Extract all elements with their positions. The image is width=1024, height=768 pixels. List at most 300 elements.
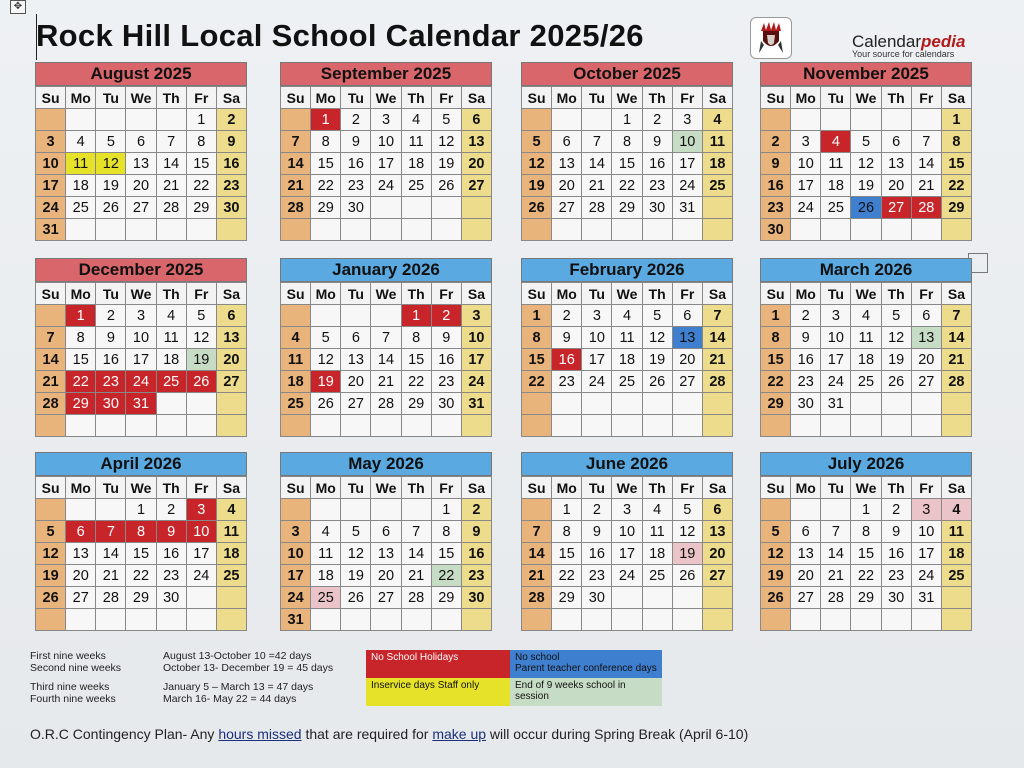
- day-cell[interactable]: 24: [36, 197, 66, 219]
- day-cell[interactable]: 28: [702, 371, 732, 393]
- day-cell[interactable]: 18: [216, 543, 246, 565]
- day-cell[interactable]: 26: [642, 371, 672, 393]
- day-cell[interactable]: 25: [612, 371, 642, 393]
- day-cell[interactable]: 23: [791, 371, 821, 393]
- day-cell[interactable]: 23: [461, 565, 491, 587]
- day-cell[interactable]: 21: [371, 371, 401, 393]
- make-up-link[interactable]: make up: [432, 726, 487, 742]
- day-cell[interactable]: 1: [126, 499, 156, 521]
- day-cell[interactable]: 18: [642, 543, 672, 565]
- day-cell[interactable]: 15: [941, 153, 971, 175]
- hours-missed-link[interactable]: hours missed: [218, 726, 302, 742]
- day-cell[interactable]: 30: [761, 219, 791, 241]
- day-cell[interactable]: 20: [341, 371, 371, 393]
- day-cell[interactable]: 8: [186, 131, 216, 153]
- day-cell[interactable]: 2: [881, 499, 911, 521]
- day-cell[interactable]: 18: [851, 349, 881, 371]
- day-cell[interactable]: 24: [126, 371, 156, 393]
- day-cell[interactable]: 27: [881, 197, 911, 219]
- day-cell[interactable]: 9: [552, 327, 582, 349]
- day-cell[interactable]: 19: [761, 565, 791, 587]
- day-cell[interactable]: 10: [821, 327, 851, 349]
- day-cell[interactable]: 27: [552, 197, 582, 219]
- day-cell[interactable]: 14: [582, 153, 612, 175]
- day-cell[interactable]: 20: [911, 349, 941, 371]
- day-cell[interactable]: 21: [156, 175, 186, 197]
- day-cell[interactable]: 26: [341, 587, 371, 609]
- day-cell[interactable]: 1: [431, 499, 461, 521]
- day-cell[interactable]: 8: [431, 521, 461, 543]
- day-cell[interactable]: 11: [702, 131, 732, 153]
- day-cell[interactable]: 7: [96, 521, 126, 543]
- day-cell[interactable]: 4: [642, 499, 672, 521]
- day-cell[interactable]: 13: [461, 131, 491, 153]
- day-cell[interactable]: 16: [96, 349, 126, 371]
- day-cell[interactable]: 30: [461, 587, 491, 609]
- day-cell[interactable]: 24: [791, 197, 821, 219]
- day-cell[interactable]: 24: [911, 565, 941, 587]
- day-cell[interactable]: 12: [522, 153, 552, 175]
- day-cell[interactable]: 27: [791, 587, 821, 609]
- day-cell[interactable]: 22: [186, 175, 216, 197]
- day-cell[interactable]: 16: [431, 349, 461, 371]
- day-cell[interactable]: 9: [642, 131, 672, 153]
- day-cell[interactable]: 18: [156, 349, 186, 371]
- day-cell[interactable]: 12: [851, 153, 881, 175]
- day-cell[interactable]: 6: [702, 499, 732, 521]
- day-cell[interactable]: 21: [96, 565, 126, 587]
- day-cell[interactable]: 11: [941, 521, 971, 543]
- day-cell[interactable]: 20: [126, 175, 156, 197]
- day-cell[interactable]: 29: [552, 587, 582, 609]
- day-cell[interactable]: 17: [791, 175, 821, 197]
- day-cell[interactable]: 23: [341, 175, 371, 197]
- day-cell[interactable]: 19: [672, 543, 702, 565]
- day-cell[interactable]: 29: [66, 393, 96, 415]
- day-cell[interactable]: 16: [461, 543, 491, 565]
- day-cell[interactable]: 5: [761, 521, 791, 543]
- day-cell[interactable]: 14: [941, 327, 971, 349]
- day-cell[interactable]: 16: [761, 175, 791, 197]
- day-cell[interactable]: 21: [911, 175, 941, 197]
- day-cell[interactable]: 9: [96, 327, 126, 349]
- day-cell[interactable]: 12: [186, 327, 216, 349]
- day-cell[interactable]: 17: [612, 543, 642, 565]
- day-cell[interactable]: 11: [612, 327, 642, 349]
- day-cell[interactable]: 30: [216, 197, 246, 219]
- day-cell[interactable]: 13: [341, 349, 371, 371]
- day-cell[interactable]: 23: [881, 565, 911, 587]
- day-cell[interactable]: 25: [851, 371, 881, 393]
- day-cell[interactable]: 19: [186, 349, 216, 371]
- move-handle-icon[interactable]: ✥: [10, 0, 26, 14]
- day-cell[interactable]: 4: [216, 499, 246, 521]
- day-cell[interactable]: 3: [126, 305, 156, 327]
- day-cell[interactable]: 23: [96, 371, 126, 393]
- day-cell[interactable]: 20: [672, 349, 702, 371]
- day-cell[interactable]: 18: [66, 175, 96, 197]
- day-cell[interactable]: 8: [66, 327, 96, 349]
- day-cell[interactable]: 16: [552, 349, 582, 371]
- day-cell[interactable]: 4: [612, 305, 642, 327]
- day-cell[interactable]: 8: [851, 521, 881, 543]
- day-cell[interactable]: 28: [401, 587, 431, 609]
- day-cell[interactable]: 3: [186, 499, 216, 521]
- day-cell[interactable]: 20: [371, 565, 401, 587]
- day-cell[interactable]: 1: [186, 109, 216, 131]
- day-cell[interactable]: 12: [761, 543, 791, 565]
- day-cell[interactable]: 8: [311, 131, 341, 153]
- day-cell[interactable]: 15: [126, 543, 156, 565]
- day-cell[interactable]: 27: [341, 393, 371, 415]
- day-cell[interactable]: 18: [941, 543, 971, 565]
- day-cell[interactable]: 10: [672, 131, 702, 153]
- day-cell[interactable]: 10: [126, 327, 156, 349]
- day-cell[interactable]: 7: [401, 521, 431, 543]
- day-cell[interactable]: 30: [791, 393, 821, 415]
- day-cell[interactable]: 7: [281, 131, 311, 153]
- day-cell[interactable]: 3: [582, 305, 612, 327]
- day-cell[interactable]: 26: [672, 565, 702, 587]
- day-cell[interactable]: 19: [881, 349, 911, 371]
- day-cell[interactable]: 4: [941, 499, 971, 521]
- day-cell[interactable]: 31: [281, 609, 311, 631]
- day-cell[interactable]: 6: [911, 305, 941, 327]
- day-cell[interactable]: 18: [311, 565, 341, 587]
- day-cell[interactable]: 7: [582, 131, 612, 153]
- day-cell[interactable]: 19: [36, 565, 66, 587]
- day-cell[interactable]: 27: [126, 197, 156, 219]
- day-cell[interactable]: 2: [461, 499, 491, 521]
- day-cell[interactable]: 14: [156, 153, 186, 175]
- day-cell[interactable]: 5: [522, 131, 552, 153]
- day-cell[interactable]: 21: [702, 349, 732, 371]
- day-cell[interactable]: 1: [522, 305, 552, 327]
- day-cell[interactable]: 12: [642, 327, 672, 349]
- day-cell[interactable]: 26: [311, 393, 341, 415]
- day-cell[interactable]: 6: [216, 305, 246, 327]
- day-cell[interactable]: 7: [522, 521, 552, 543]
- day-cell[interactable]: 18: [702, 153, 732, 175]
- day-cell[interactable]: 19: [311, 371, 341, 393]
- day-cell[interactable]: 17: [821, 349, 851, 371]
- day-cell[interactable]: 5: [642, 305, 672, 327]
- day-cell[interactable]: 11: [281, 349, 311, 371]
- day-cell[interactable]: 4: [311, 521, 341, 543]
- day-cell[interactable]: 14: [401, 543, 431, 565]
- day-cell[interactable]: 5: [672, 499, 702, 521]
- day-cell[interactable]: 13: [702, 521, 732, 543]
- day-cell[interactable]: 16: [216, 153, 246, 175]
- day-cell[interactable]: 8: [401, 327, 431, 349]
- day-cell[interactable]: 29: [401, 393, 431, 415]
- day-cell[interactable]: 7: [821, 521, 851, 543]
- day-cell[interactable]: 23: [552, 371, 582, 393]
- day-cell[interactable]: 17: [582, 349, 612, 371]
- day-cell[interactable]: 30: [881, 587, 911, 609]
- day-cell[interactable]: 29: [126, 587, 156, 609]
- day-cell[interactable]: 22: [401, 371, 431, 393]
- day-cell[interactable]: 21: [522, 565, 552, 587]
- day-cell[interactable]: 25: [821, 197, 851, 219]
- day-cell[interactable]: 16: [582, 543, 612, 565]
- day-cell[interactable]: 14: [36, 349, 66, 371]
- day-cell[interactable]: 2: [791, 305, 821, 327]
- day-cell[interactable]: 21: [582, 175, 612, 197]
- day-cell[interactable]: 13: [371, 543, 401, 565]
- day-cell[interactable]: 22: [431, 565, 461, 587]
- day-cell[interactable]: 16: [642, 153, 672, 175]
- day-cell[interactable]: 25: [281, 393, 311, 415]
- day-cell[interactable]: 31: [911, 587, 941, 609]
- day-cell[interactable]: 4: [156, 305, 186, 327]
- day-cell[interactable]: 16: [881, 543, 911, 565]
- day-cell[interactable]: 22: [761, 371, 791, 393]
- day-cell[interactable]: 27: [371, 587, 401, 609]
- day-cell[interactable]: 25: [156, 371, 186, 393]
- day-cell[interactable]: 19: [341, 565, 371, 587]
- day-cell[interactable]: 24: [371, 175, 401, 197]
- day-cell[interactable]: 27: [672, 371, 702, 393]
- day-cell[interactable]: 19: [642, 349, 672, 371]
- day-cell[interactable]: 28: [281, 197, 311, 219]
- day-cell[interactable]: 22: [126, 565, 156, 587]
- day-cell[interactable]: 12: [311, 349, 341, 371]
- day-cell[interactable]: 20: [216, 349, 246, 371]
- day-cell[interactable]: 2: [96, 305, 126, 327]
- day-cell[interactable]: 8: [522, 327, 552, 349]
- day-cell[interactable]: 10: [582, 327, 612, 349]
- day-cell[interactable]: 13: [672, 327, 702, 349]
- day-cell[interactable]: 1: [761, 305, 791, 327]
- day-cell[interactable]: 6: [552, 131, 582, 153]
- day-cell[interactable]: 21: [36, 371, 66, 393]
- day-cell[interactable]: 12: [96, 153, 126, 175]
- day-cell[interactable]: 8: [552, 521, 582, 543]
- day-cell[interactable]: 18: [612, 349, 642, 371]
- day-cell[interactable]: 17: [186, 543, 216, 565]
- day-cell[interactable]: 7: [911, 131, 941, 153]
- day-cell[interactable]: 29: [941, 197, 971, 219]
- day-cell[interactable]: 16: [791, 349, 821, 371]
- day-cell[interactable]: 9: [582, 521, 612, 543]
- day-cell[interactable]: 17: [672, 153, 702, 175]
- day-cell[interactable]: 11: [821, 153, 851, 175]
- day-cell[interactable]: 29: [186, 197, 216, 219]
- day-cell[interactable]: 25: [66, 197, 96, 219]
- day-cell[interactable]: 5: [96, 131, 126, 153]
- day-cell[interactable]: 8: [612, 131, 642, 153]
- day-cell[interactable]: 9: [461, 521, 491, 543]
- day-cell[interactable]: 14: [702, 327, 732, 349]
- day-cell[interactable]: 19: [522, 175, 552, 197]
- day-cell[interactable]: 26: [96, 197, 126, 219]
- day-cell[interactable]: 14: [911, 153, 941, 175]
- day-cell[interactable]: 4: [702, 109, 732, 131]
- day-cell[interactable]: 6: [791, 521, 821, 543]
- day-cell[interactable]: 29: [612, 197, 642, 219]
- day-cell[interactable]: 22: [66, 371, 96, 393]
- day-cell[interactable]: 8: [126, 521, 156, 543]
- day-cell[interactable]: 3: [461, 305, 491, 327]
- day-cell[interactable]: 26: [186, 371, 216, 393]
- day-cell[interactable]: 5: [851, 131, 881, 153]
- day-cell[interactable]: 26: [36, 587, 66, 609]
- day-cell[interactable]: 10: [186, 521, 216, 543]
- day-cell[interactable]: 2: [431, 305, 461, 327]
- day-cell[interactable]: 27: [702, 565, 732, 587]
- day-cell[interactable]: 3: [612, 499, 642, 521]
- day-cell[interactable]: 28: [941, 371, 971, 393]
- day-cell[interactable]: 6: [672, 305, 702, 327]
- day-cell[interactable]: 9: [156, 521, 186, 543]
- day-cell[interactable]: 22: [941, 175, 971, 197]
- day-cell[interactable]: 3: [791, 131, 821, 153]
- day-cell[interactable]: 28: [821, 587, 851, 609]
- day-cell[interactable]: 5: [881, 305, 911, 327]
- day-cell[interactable]: 24: [461, 371, 491, 393]
- day-cell[interactable]: 13: [791, 543, 821, 565]
- day-cell[interactable]: 26: [761, 587, 791, 609]
- day-cell[interactable]: 25: [702, 175, 732, 197]
- day-cell[interactable]: 1: [612, 109, 642, 131]
- day-cell[interactable]: 23: [431, 371, 461, 393]
- day-cell[interactable]: 4: [851, 305, 881, 327]
- day-cell[interactable]: 6: [461, 109, 491, 131]
- day-cell[interactable]: 4: [401, 109, 431, 131]
- day-cell[interactable]: 29: [311, 197, 341, 219]
- day-cell[interactable]: 17: [371, 153, 401, 175]
- day-cell[interactable]: 25: [642, 565, 672, 587]
- day-cell[interactable]: 9: [881, 521, 911, 543]
- day-cell[interactable]: 15: [522, 349, 552, 371]
- day-cell[interactable]: 3: [672, 109, 702, 131]
- day-cell[interactable]: 17: [461, 349, 491, 371]
- day-cell[interactable]: 6: [881, 131, 911, 153]
- day-cell[interactable]: 22: [552, 565, 582, 587]
- day-cell[interactable]: 27: [911, 371, 941, 393]
- day-cell[interactable]: 5: [311, 327, 341, 349]
- day-cell[interactable]: 20: [552, 175, 582, 197]
- day-cell[interactable]: 18: [281, 371, 311, 393]
- day-cell[interactable]: 19: [96, 175, 126, 197]
- day-cell[interactable]: 2: [156, 499, 186, 521]
- day-cell[interactable]: 5: [341, 521, 371, 543]
- day-cell[interactable]: 7: [702, 305, 732, 327]
- day-cell[interactable]: 2: [341, 109, 371, 131]
- day-cell[interactable]: 9: [216, 131, 246, 153]
- day-cell[interactable]: 7: [941, 305, 971, 327]
- day-cell[interactable]: 24: [612, 565, 642, 587]
- day-cell[interactable]: 1: [66, 305, 96, 327]
- day-cell[interactable]: 15: [552, 543, 582, 565]
- day-cell[interactable]: 13: [216, 327, 246, 349]
- day-cell[interactable]: 12: [672, 521, 702, 543]
- day-cell[interactable]: 6: [341, 327, 371, 349]
- day-cell[interactable]: 3: [36, 131, 66, 153]
- day-cell[interactable]: 20: [461, 153, 491, 175]
- day-cell[interactable]: 20: [791, 565, 821, 587]
- day-cell[interactable]: 10: [36, 153, 66, 175]
- day-cell[interactable]: 30: [642, 197, 672, 219]
- day-cell[interactable]: 11: [156, 327, 186, 349]
- day-cell[interactable]: 13: [911, 327, 941, 349]
- day-cell[interactable]: 15: [851, 543, 881, 565]
- day-cell[interactable]: 16: [341, 153, 371, 175]
- day-cell[interactable]: 4: [66, 131, 96, 153]
- day-cell[interactable]: 25: [216, 565, 246, 587]
- day-cell[interactable]: 11: [66, 153, 96, 175]
- day-cell[interactable]: 17: [36, 175, 66, 197]
- day-cell[interactable]: 12: [36, 543, 66, 565]
- day-cell[interactable]: 2: [216, 109, 246, 131]
- day-cell[interactable]: 10: [371, 131, 401, 153]
- day-cell[interactable]: 29: [851, 587, 881, 609]
- day-cell[interactable]: 12: [881, 327, 911, 349]
- day-cell[interactable]: 9: [431, 327, 461, 349]
- day-cell[interactable]: 31: [672, 197, 702, 219]
- day-cell[interactable]: 4: [281, 327, 311, 349]
- day-cell[interactable]: 6: [371, 521, 401, 543]
- day-cell[interactable]: 11: [401, 131, 431, 153]
- day-cell[interactable]: 28: [156, 197, 186, 219]
- day-cell[interactable]: 10: [911, 521, 941, 543]
- day-cell[interactable]: 24: [821, 371, 851, 393]
- day-cell[interactable]: 9: [761, 153, 791, 175]
- day-cell[interactable]: 30: [156, 587, 186, 609]
- day-cell[interactable]: 11: [216, 521, 246, 543]
- day-cell[interactable]: 31: [36, 219, 66, 241]
- day-cell[interactable]: 21: [281, 175, 311, 197]
- day-cell[interactable]: 24: [672, 175, 702, 197]
- day-cell[interactable]: 11: [851, 327, 881, 349]
- day-cell[interactable]: 1: [941, 109, 971, 131]
- day-cell[interactable]: 22: [851, 565, 881, 587]
- day-cell[interactable]: 24: [186, 565, 216, 587]
- day-cell[interactable]: 14: [281, 153, 311, 175]
- day-cell[interactable]: 27: [461, 175, 491, 197]
- day-cell[interactable]: 15: [66, 349, 96, 371]
- day-cell[interactable]: 27: [216, 371, 246, 393]
- day-cell[interactable]: 26: [851, 197, 881, 219]
- day-cell[interactable]: 8: [941, 131, 971, 153]
- day-cell[interactable]: 30: [96, 393, 126, 415]
- day-cell[interactable]: 11: [311, 543, 341, 565]
- day-cell[interactable]: 12: [341, 543, 371, 565]
- day-cell[interactable]: 21: [821, 565, 851, 587]
- day-cell[interactable]: 17: [281, 565, 311, 587]
- day-cell[interactable]: 23: [156, 565, 186, 587]
- day-cell[interactable]: 10: [281, 543, 311, 565]
- day-cell[interactable]: 5: [431, 109, 461, 131]
- day-cell[interactable]: 15: [431, 543, 461, 565]
- day-cell[interactable]: 20: [702, 543, 732, 565]
- day-cell[interactable]: 21: [941, 349, 971, 371]
- day-cell[interactable]: 9: [791, 327, 821, 349]
- day-cell[interactable]: 21: [401, 565, 431, 587]
- day-cell[interactable]: 11: [642, 521, 672, 543]
- day-cell[interactable]: 29: [431, 587, 461, 609]
- day-cell[interactable]: 10: [461, 327, 491, 349]
- day-cell[interactable]: 15: [401, 349, 431, 371]
- day-cell[interactable]: 20: [881, 175, 911, 197]
- day-cell[interactable]: 13: [126, 153, 156, 175]
- day-cell[interactable]: 28: [36, 393, 66, 415]
- day-cell[interactable]: 1: [552, 499, 582, 521]
- day-cell[interactable]: 31: [461, 393, 491, 415]
- day-cell[interactable]: 2: [582, 499, 612, 521]
- day-cell[interactable]: 25: [401, 175, 431, 197]
